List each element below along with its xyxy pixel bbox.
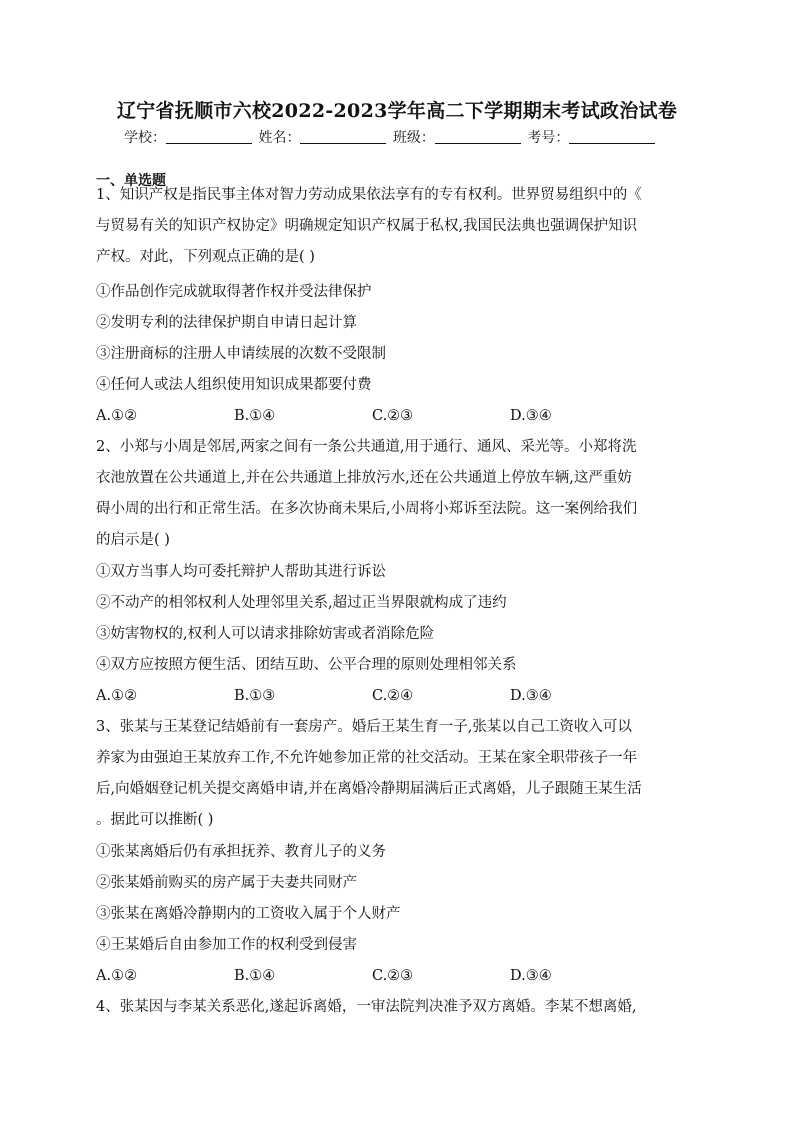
page-title: 辽宁省抚顺市六校2022-2023学年高二下学期期末考试政治试卷: [116, 100, 678, 122]
question-line: 2、小郑与小周是邻居,两家之间有一条公共通道,用于通行、通风、采光等。小郑将洗: [96, 439, 637, 455]
choice-a[interactable]: A.①②: [96, 968, 138, 984]
statement-option: ③张某在离婚冷静期内的工资收入属于个人财产: [96, 906, 401, 922]
name-blank: [300, 129, 386, 144]
statement-option: ③妨害物权的,权利人可以请求排除妨害或者消除危险: [96, 626, 435, 642]
question-2: [96, 432, 700, 556]
choice-d[interactable]: D.③④: [510, 408, 552, 424]
class-blank: [435, 129, 521, 144]
question-line: 与贸易有关的知识产权协定》明确规定知识产权属于私权,我国民法典也强调保护知识: [96, 218, 638, 234]
class-label: 班级：: [392, 130, 435, 146]
choice-d[interactable]: D.③④: [510, 688, 552, 704]
question-line: 。据此可以推断( ): [96, 812, 214, 828]
answer-choices: [96, 961, 700, 992]
question-3: [96, 712, 700, 836]
choice-a[interactable]: A.①②: [96, 408, 138, 424]
school-blank: [166, 129, 252, 144]
choice-b[interactable]: B.①③: [234, 688, 276, 704]
statement-option: ④任何人或法人组织使用知识成果都要付费: [96, 377, 372, 393]
question-line: 的启示是( ): [96, 532, 170, 548]
number-blank: [569, 129, 655, 144]
statement-option: ①双方当事人均可委托辩护人帮助其进行诉讼: [96, 564, 386, 580]
question-line: 4、张某因与李某关系恶化,遂起诉离婚，一审法院判决准予双方离婚。李某不想离婚,: [96, 999, 637, 1015]
question-line: 碍小周的出行和正常生活。在多次协商未果后,小周将小郑诉至法院。这一案例给我们: [96, 501, 638, 517]
choice-a[interactable]: A.①②: [96, 688, 138, 704]
question-line: 1、知识产权是指民事主体对智力劳动成果依法享有的专有权利。世界贸易组织中的《: [96, 187, 642, 203]
number-label: 考号：: [527, 130, 570, 146]
name-label: 姓名：: [258, 130, 301, 146]
question-line: 衣池放置在公共通道上,并在公共通道上排放污水,还在公共通道上停放车辆,这严重妨: [96, 470, 632, 486]
answer-choices: [96, 401, 700, 432]
choice-c[interactable]: C.②③: [372, 968, 414, 984]
choice-c[interactable]: C.②④: [372, 688, 414, 704]
question-line: 养家为由强迫王某放弃工作,不允许她参加正常的社交活动。王某在家全职带孩子一年: [96, 750, 638, 766]
student-info-row: [124, 127, 657, 147]
statement-option: ④双方应按照方便生活、团结互助、公平合理的原则处理相邻关系: [96, 657, 517, 673]
choice-b[interactable]: B.①④: [234, 968, 276, 984]
school-label: 学校：: [124, 130, 166, 146]
choice-c[interactable]: C.②③: [372, 408, 414, 424]
question-line: 3、张某与王某登记结婚前有一套房产。婚后王某生育一子,张某以自己工资收入可以: [96, 719, 632, 735]
question-line: 后,向婚姻登记机关提交离婚申请,并在离婚冷静期届满后正式离婚，儿子跟随王某生活: [96, 781, 642, 797]
question-4: [96, 992, 700, 1023]
statement-option: ④王某婚后自由参加工作的权利受到侵害: [96, 937, 357, 953]
statement-option: ③注册商标的注册人申请续展的次数不受限制: [96, 346, 386, 362]
answer-choices: [96, 681, 700, 712]
statement-option: ①作品创作完成就取得著作权并受法律保护: [96, 284, 372, 300]
section-heading: 一、单选题: [96, 173, 166, 189]
question-line: 产权。对此，下列观点正确的是( ): [96, 249, 315, 265]
choice-d[interactable]: D.③④: [510, 968, 552, 984]
question-1: [96, 180, 700, 273]
statement-option: ②发明专利的法律保护期自申请日起计算: [96, 315, 357, 331]
statement-option: ①张某离婚后仍有承担抚养、教育儿子的义务: [96, 844, 386, 860]
statement-option: ②张某婚前购买的房产属于夫妻共同财产: [96, 875, 357, 891]
statement-option: ②不动产的相邻权利人处理邻里关系,超过正当界限就构成了违约: [96, 595, 507, 611]
choice-b[interactable]: B.①④: [234, 408, 276, 424]
